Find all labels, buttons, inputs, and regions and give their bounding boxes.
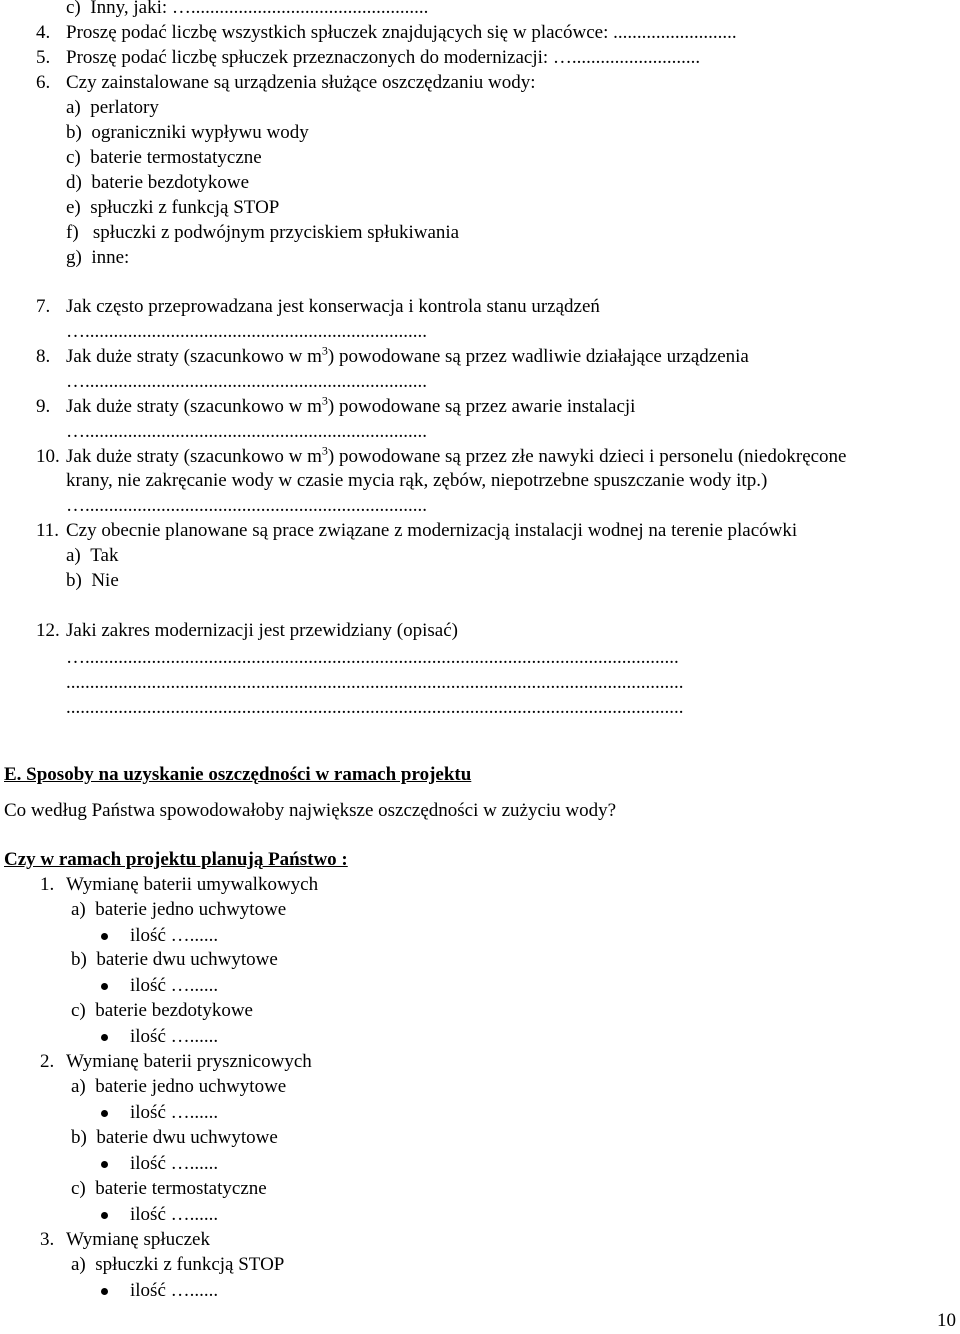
q6-option: g) inne: bbox=[66, 247, 130, 268]
quantity-label: ilość …...... bbox=[130, 1102, 219, 1123]
answer-line: …............................................................................................................................. bbox=[66, 647, 679, 668]
answer-line: .................................................................................................................................. bbox=[66, 672, 684, 693]
question-text: Czy obecnie planowane są prace związane z modernizacją instalacji wodnej na terenie placówki bbox=[66, 520, 798, 541]
bullet-icon bbox=[101, 933, 108, 940]
plan-item: b) baterie dwu uchwytowe bbox=[71, 1127, 278, 1148]
q6-option: c) baterie termostatyczne bbox=[66, 147, 262, 168]
quantity-label: ilość …...... bbox=[130, 1153, 219, 1174]
question-number: 6. bbox=[36, 72, 51, 93]
bullet-icon bbox=[101, 1288, 108, 1295]
quantity-label: ilość …...... bbox=[130, 1280, 219, 1301]
question-text: Proszę podać liczbę wszystkich spłuczek znajdujących się w placówce: .......................... bbox=[66, 22, 737, 43]
quantity-label: ilość …...... bbox=[130, 925, 219, 946]
question-number: 7. bbox=[36, 296, 51, 317]
q11-option: b) Nie bbox=[66, 570, 119, 591]
plan-item: b) baterie dwu uchwytowe bbox=[71, 949, 278, 970]
group-label: Wymianę spłuczek bbox=[66, 1229, 210, 1250]
question-number: 5. bbox=[36, 47, 51, 68]
answer-line: .................................................................................................................................. bbox=[66, 697, 684, 718]
question-number: 4. bbox=[36, 22, 51, 43]
answer-line: …........................................................................ bbox=[66, 421, 427, 442]
plan-item: a) baterie jedno uchwytowe bbox=[71, 1076, 287, 1097]
question-text: Proszę podać liczbę spłuczek przeznaczonych do modernizacji: …........................... bbox=[66, 47, 701, 68]
bullet-icon bbox=[101, 1161, 108, 1168]
bullet-icon bbox=[101, 1212, 108, 1219]
bullet-icon bbox=[101, 983, 108, 990]
question-text: Jak duże straty (szacunkowo w $m^3$) powodowane są przez wadliwie działające urządzenia bbox=[66, 343, 749, 367]
question-number: 10. bbox=[36, 446, 60, 467]
question-text: Jak duże straty (szacunkowo w $m^3$) powodowane są przez awarie instalacji bbox=[66, 393, 636, 417]
bullet-icon bbox=[101, 1110, 108, 1117]
question-number: 11. bbox=[36, 520, 60, 541]
group-number: 1. bbox=[40, 874, 55, 895]
quantity-label: ilość …...... bbox=[130, 1204, 219, 1225]
plan-item: a) baterie jedno uchwytowe bbox=[71, 899, 287, 920]
quantity-label: ilość …...... bbox=[130, 1026, 219, 1047]
question-text: Jaki zakres modernizacji jest przewidziany (opisać) bbox=[66, 620, 458, 641]
bullet-icon bbox=[101, 1034, 108, 1041]
q11-option: a) Tak bbox=[66, 545, 119, 566]
q6-option: b) ograniczniki wypływu wody bbox=[66, 122, 309, 143]
group-label: Wymianę baterii prysznicowych bbox=[66, 1051, 312, 1072]
question-text: Jak duże straty (szacunkowo w $m^3$) powodowane są przez złe nawyki dzieci i personelu (niedokręcone bbox=[66, 443, 847, 467]
option-c-other: c) Inny, jaki: ….................................................. bbox=[66, 0, 429, 18]
answer-line: …........................................................................ bbox=[66, 321, 427, 342]
plan-item: a) spłuczki z funkcją STOP bbox=[71, 1254, 285, 1275]
page-number: 10 bbox=[937, 1310, 956, 1331]
question-number: 9. bbox=[36, 396, 51, 417]
answer-line: …........................................................................ bbox=[66, 495, 427, 516]
q6-option: d) baterie bezdotykowe bbox=[66, 172, 250, 193]
plan-heading: Czy w ramach projektu planują Państwo : bbox=[4, 849, 348, 870]
group-label: Wymianę baterii umywalkowych bbox=[66, 874, 319, 895]
q6-option: f) spłuczki z podwójnym przyciskiem spłukiwania bbox=[66, 222, 460, 243]
quantity-label: ilość …...... bbox=[130, 975, 219, 996]
group-number: 3. bbox=[40, 1229, 55, 1250]
section-e-title: E. Sposoby na uzyskanie oszczędności w ramach projektu bbox=[4, 764, 472, 785]
q6-option: e) spłuczki z funkcją STOP bbox=[66, 197, 280, 218]
question-number: 8. bbox=[36, 346, 51, 367]
group-number: 2. bbox=[40, 1051, 55, 1072]
question-text: Czy zainstalowane są urządzenia służące oszczędzaniu wody: bbox=[66, 72, 536, 93]
question-number: 12. bbox=[36, 620, 60, 641]
question-text-continued: krany, nie zakręcanie wody w czasie mycia rąk, zębów, niepotrzebne spuszczanie wody itp.) bbox=[66, 470, 768, 491]
section-e-question: Co według Państwa spowodowałoby największe oszczędności w zużyciu wody? bbox=[4, 800, 617, 821]
q6-option: a) perlatory bbox=[66, 97, 159, 118]
question-text: Jak często przeprowadzana jest konserwacja i kontrola stanu urządzeń bbox=[66, 296, 600, 317]
answer-line: …........................................................................ bbox=[66, 371, 427, 392]
plan-item: c) baterie termostatyczne bbox=[71, 1178, 267, 1199]
plan-item: c) baterie bezdotykowe bbox=[71, 1000, 253, 1021]
